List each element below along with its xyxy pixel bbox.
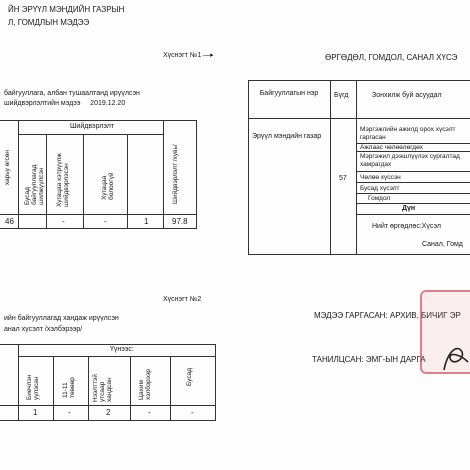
signature-scribble <box>440 340 470 376</box>
table1-col-transferred: Бусад байгууллагад шилжүүлсэн <box>24 164 45 205</box>
table3-cell-hotline: - <box>68 408 71 417</box>
table1-col-answered: харьу өгсөн <box>4 150 11 186</box>
table3-cell-other: - <box>191 408 194 417</box>
table3-cell-phone: 2 <box>106 408 111 417</box>
table2-col-total: Бүгд <box>334 92 349 99</box>
table3-col-online: Цахим хэлбэрээр <box>138 368 152 400</box>
table1-caption-line2: шийдвэрлэлтийн мэдээ 2019.12.20 <box>4 100 126 107</box>
table1-col-pending: Хугацаа болоогүй <box>101 172 115 200</box>
table3-caption-line2: анал хүсэлт /хэлбэрээр/ <box>4 326 83 333</box>
table1-group-header: Шийдвэрлэлт <box>70 123 115 130</box>
table3-col-other: Бусад <box>186 368 193 386</box>
table2-item-training: Мэргэжил дээшлүүлэх сургалтад хамрагдах <box>360 153 460 168</box>
table2-col-org: Байгууллагын нэр <box>259 90 319 97</box>
table2-footer-total: Нийт өргөдлөс:Хүсэл <box>372 223 442 230</box>
table3-col-phone: Нээлттэй утсаар хандсан <box>92 374 113 402</box>
table3-cell-in-person: 1 <box>33 408 38 417</box>
table1-cell-answered: 46 <box>5 217 14 226</box>
reviewed-by-line: ТАНИЛЦСАН: ЭМГ-ЫН ДАРГА <box>312 355 426 364</box>
table3-group-header: Үүнээс: <box>110 346 134 353</box>
doc-header-line1: ЙН ЭРҮҮЛ МЭНДИЙН ГАЗРЫН <box>8 5 125 14</box>
table2-item-complaint: Гомдол <box>368 195 391 202</box>
table3-col-in-person: Биечлэн уулзсан <box>26 374 40 400</box>
table1-cell-transferred: - <box>62 217 65 226</box>
table1-caption-line1: байгууллага, албан тушаалтанд ирүүлсэн <box>4 90 140 97</box>
table1-col-overdue: Хугацаа хэтрүүлж шийдвэрлэсэн <box>56 153 70 207</box>
table3-cell-online: - <box>148 408 151 417</box>
table2-sum-label: Дүн <box>402 205 416 212</box>
table1-col-resolution: Шийдвэрлэлт /хувь/ <box>172 144 179 204</box>
table3-label: Хүснэгт №2 <box>163 296 202 303</box>
table2-col-content: Зонхилж буй асуудал <box>372 92 442 99</box>
table2-footer-suggestions: Санал, Гомд <box>422 241 463 248</box>
table2-total-value: 57 <box>339 175 347 182</box>
table3-caption-line1: ийн байгууллагад хандаж ирүүлсэн <box>4 315 119 322</box>
table1-cell-pending: 1 <box>144 217 149 226</box>
table3-col-hotline: 11-11 төвөөр <box>62 377 76 398</box>
table1-label: Хүснэгт №1 —▸ <box>163 52 214 59</box>
table2-item-other: Бусад хүсэлт <box>360 185 400 192</box>
prepared-by-line: МЭДЭЭ ГАРГАСАН: АРХИВ, БИЧИГ ЭР <box>314 311 461 320</box>
table2-item-leave: Чөлөө хүссэн <box>360 174 401 181</box>
table2-item-release: Ажлаас чөлөөлөгдөх <box>360 144 423 151</box>
doc-header-line2: Л, ГОМДЛЫН МЭДЭЭ <box>8 18 90 27</box>
table2-title: ӨРГӨДӨЛ, ГОМДОЛ, САНАЛ ХҮСЭ <box>325 53 458 62</box>
table1-cell-resolution: 97.8 <box>172 217 188 226</box>
table2-item-job-request: Мэргэжлийн ажилд орох хүсэлт гаргасан <box>360 126 456 141</box>
table1-cell-overdue: - <box>104 217 107 226</box>
table2-org-name: Эрүүл мэндийн газар <box>252 133 322 140</box>
